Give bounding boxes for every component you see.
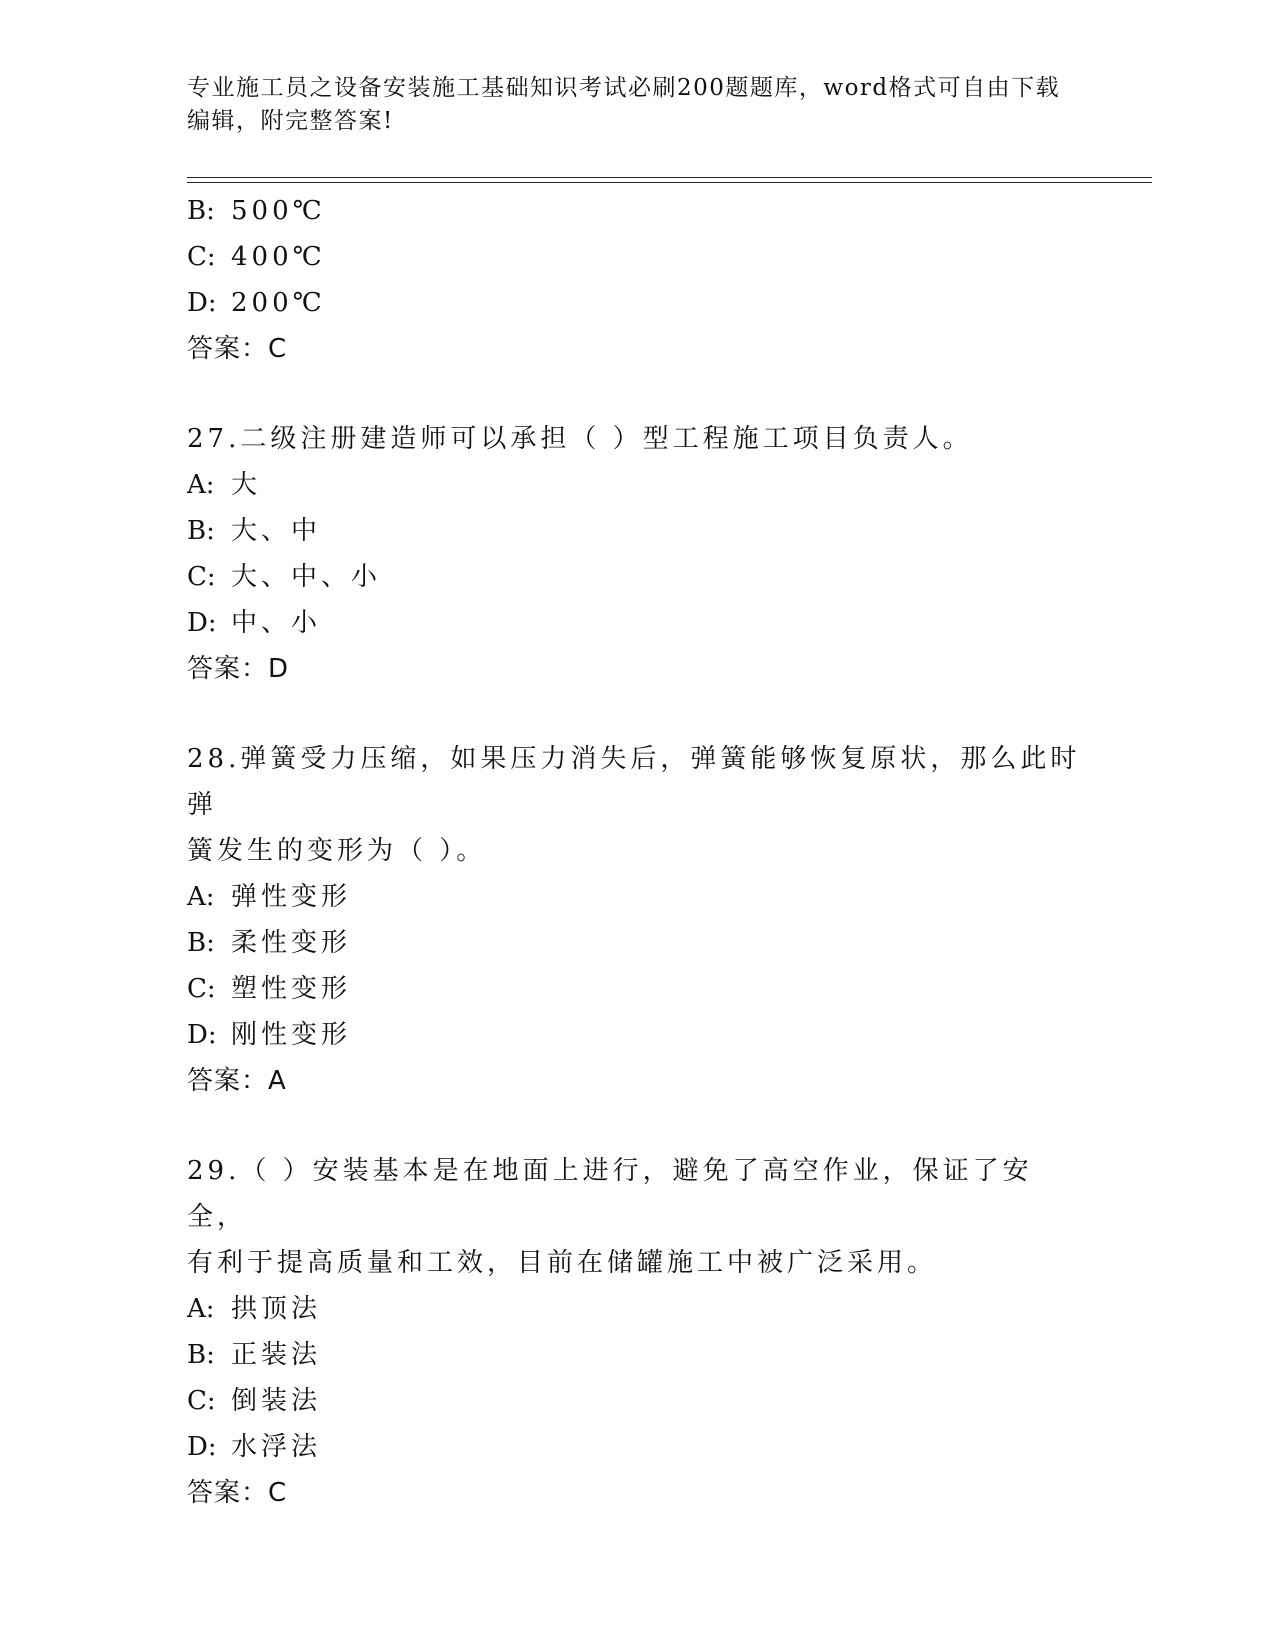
answer-line: 答案：D — [187, 654, 290, 684]
question-27 — [187, 416, 1087, 692]
option-b: B: 正装法 — [187, 1340, 322, 1370]
option-d: D: 中、小 — [187, 608, 322, 638]
option-c: C: 塑性变形 — [187, 974, 352, 1004]
option-b: B: 柔性变形 — [187, 928, 352, 958]
question-stem-line-1: 29.（ ）安装基本是在地面上进行，避免了高空作业，保证了安全， — [187, 1156, 1033, 1232]
question-26-continued — [187, 188, 1087, 372]
answer-line: 答案：C — [187, 1478, 288, 1508]
option-c: C: 倒装法 — [187, 1386, 322, 1416]
option-d: D: 200℃ — [187, 288, 326, 318]
answer-line: 答案：C — [187, 334, 288, 364]
option-c: C: 400℃ — [187, 242, 326, 272]
option-c: C: 大、中、小 — [187, 562, 382, 592]
question-stem-line-2: 有利于提高质量和工效，目前在储罐施工中被广泛采用。 — [187, 1248, 938, 1278]
question-stem-line-1: 28.弹簧受力压缩，如果压力消失后，弹簧能够恢复原状，那么此时弹 — [187, 744, 1081, 820]
option-a: A: 弹性变形 — [187, 882, 352, 912]
option-a: A: 大 — [187, 470, 262, 500]
question-28 — [187, 736, 1087, 1104]
question-stem-line-2: 簧发生的变形为（ ）。 — [187, 836, 487, 866]
option-b: B: 大、中 — [187, 516, 322, 546]
option-d: D: 水浮法 — [187, 1432, 322, 1462]
option-b: B: 500℃ — [187, 196, 326, 226]
question-stem: 27.二级注册建造师可以承担（ ）型工程施工项目负责人。 — [187, 424, 973, 454]
header-line-1: 专业施工员之设备安装施工基础知识考试必刷200题题库，word格式可自由下载 — [187, 75, 1061, 101]
option-d: D: 刚性变形 — [187, 1020, 352, 1050]
answer-line: 答案：A — [187, 1066, 287, 1096]
document-header — [187, 72, 1067, 138]
option-a: A: 拱顶法 — [187, 1294, 322, 1324]
header-divider-bottom — [187, 182, 1152, 183]
question-list — [187, 188, 1087, 1516]
question-29 — [187, 1148, 1087, 1516]
header-divider-top — [187, 177, 1152, 178]
header-line-2: 编辑，附完整答案! — [187, 108, 394, 134]
